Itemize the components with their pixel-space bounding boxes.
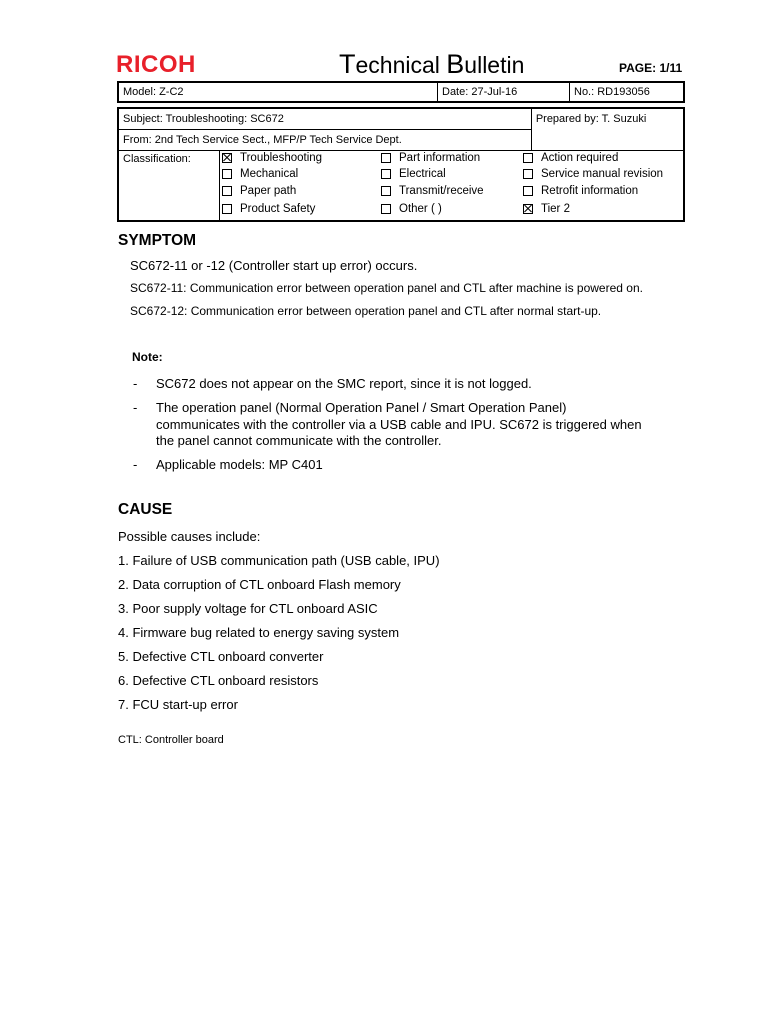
title-part-1: echnical: [355, 52, 447, 78]
classification-option: [523, 203, 570, 215]
note-line: communicates with the controller via a USB cable and IPU. SC672 is triggered when: [156, 416, 642, 432]
classification-option-label: Electrical: [399, 168, 446, 180]
info-table-top: [117, 81, 685, 103]
number-cell: No.: RD193056: [570, 82, 685, 102]
from-cell: From: 2nd Tech Service Sect., MFP/P Tech Service Dept.: [118, 129, 531, 150]
subject-cell: Subject: Troubleshooting: SC672: [118, 108, 531, 129]
classification-option-label: Service manual revision: [541, 168, 664, 180]
symptom-line-3: SC672-12: Communication error between operation panel and CTL after normal start-up.: [130, 304, 602, 318]
classification-option: [222, 152, 322, 164]
classification-option-label: Tier 2: [541, 203, 570, 215]
checked-box-icon: [222, 153, 232, 163]
title-letter-b: B: [446, 49, 465, 79]
cause-item: 1. Failure of USB communication path (USB cable, IPU): [118, 553, 440, 568]
empty-box-icon: [381, 204, 391, 214]
classification-option-label: Paper path: [240, 185, 297, 197]
cause-item: 7. FCU start-up error: [118, 697, 238, 712]
empty-box-icon: [222, 204, 232, 214]
classification-option: [381, 185, 484, 197]
classification-option: [381, 152, 480, 164]
classification-option: [523, 152, 618, 164]
empty-box-icon: [222, 186, 232, 196]
document-title: [339, 49, 524, 80]
empty-box-icon: [523, 169, 533, 179]
symptom-heading: SYMPTOM: [118, 232, 197, 249]
classification-option: [523, 168, 663, 180]
symptom-line-1: SC672-11 or -12 (Controller start up error) occurs.: [130, 258, 418, 273]
empty-box-icon: [523, 186, 533, 196]
classification-option: [222, 185, 296, 197]
classification-option: [222, 168, 298, 180]
cause-item: 5. Defective CTL onboard converter: [118, 649, 324, 664]
classification-option-label: Action required: [541, 152, 619, 164]
date-cell: Date: 27-Jul-16: [438, 82, 570, 102]
classification-option-label: Mechanical: [240, 168, 299, 180]
prepared-by-cell: Prepared by: T. Suzuki: [531, 108, 684, 150]
empty-box-icon: [381, 169, 391, 179]
note-line: the panel cannot communicate with the controller.: [156, 433, 442, 448]
note-bullet: -: [133, 400, 138, 415]
classification-option-label: Other ( ): [399, 203, 442, 215]
classification-option: [523, 185, 638, 197]
note-label: Note:: [132, 350, 163, 364]
classification-option: [381, 168, 446, 180]
cause-item: 3. Poor supply voltage for CTL onboard ASIC: [118, 601, 378, 616]
note-line: SC672 does not appear on the SMC report, since it is not logged.: [156, 376, 532, 391]
title-letter-t: T: [339, 49, 356, 79]
model-cell: Model: Z-C2: [118, 82, 438, 102]
title-part-2: ulletin: [464, 52, 525, 78]
empty-box-icon: [523, 153, 533, 163]
note-bullet: -: [133, 376, 138, 391]
classification-option-label: Transmit/receive: [399, 185, 484, 197]
classification-option: [222, 203, 315, 215]
page-number: PAGE: 1/11: [619, 61, 683, 75]
symptom-line-2: SC672-11: Communication error between operation panel and CTL after machine is powered on.: [130, 281, 643, 295]
checked-box-icon: [523, 204, 533, 214]
classification-option: [381, 203, 442, 215]
classification-option-label: Part information: [399, 152, 481, 164]
ricoh-logo: RICOH: [116, 51, 196, 78]
note-line: Applicable models: MP C401: [156, 457, 323, 472]
note-bullet: -: [133, 457, 138, 472]
cause-item: 4. Firmware bug related to energy saving system: [118, 625, 400, 640]
note-line: The operation panel (Normal Operation Panel / Smart Operation Panel): [156, 400, 567, 415]
classification-option-label: Product Safety: [240, 203, 316, 215]
empty-box-icon: [381, 186, 391, 196]
classification-label: Classification:: [118, 150, 220, 221]
cause-item: 6. Defective CTL onboard resistors: [118, 673, 319, 688]
cause-heading: CAUSE: [118, 501, 173, 518]
empty-box-icon: [222, 169, 232, 179]
classification-option-label: Retrofit information: [541, 185, 639, 197]
classification-option-label: Troubleshooting: [240, 152, 323, 164]
cause-intro: Possible causes include:: [118, 529, 261, 544]
footnote: CTL: Controller board: [118, 734, 224, 746]
empty-box-icon: [381, 153, 391, 163]
cause-item: 2. Data corruption of CTL onboard Flash memory: [118, 577, 401, 592]
